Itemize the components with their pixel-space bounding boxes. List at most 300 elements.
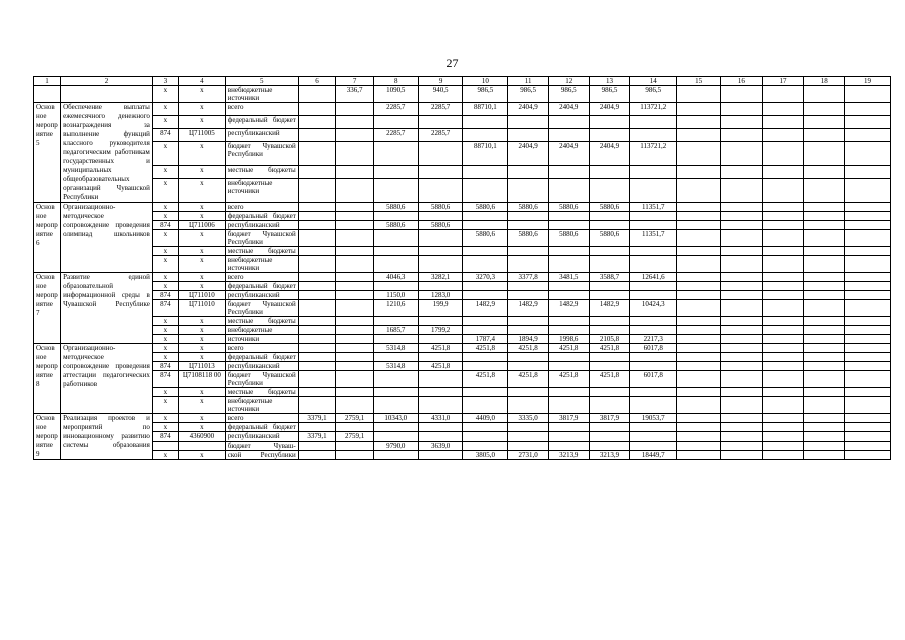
value-cell: 1799,2 — [418, 326, 463, 335]
measure-name: Реализация проектов и мероприятий по инновационному развитию системы образования — [61, 414, 153, 460]
value-cell — [677, 141, 721, 165]
value-cell — [336, 221, 374, 230]
code-cell: x — [178, 230, 225, 247]
table-row — [34, 103, 891, 116]
value-cell — [630, 256, 677, 273]
code-cell: x — [178, 256, 225, 273]
value-cell — [762, 203, 804, 212]
value-cell — [720, 291, 762, 300]
value-cell — [373, 450, 418, 459]
table-row — [34, 178, 891, 202]
table-row — [34, 441, 891, 450]
value-cell: 3282,1 — [418, 273, 463, 282]
value-cell — [720, 141, 762, 165]
value-cell — [418, 115, 463, 128]
value-cell: 2404,9 — [589, 141, 630, 165]
value-cell — [298, 212, 336, 221]
value-cell: 3481,5 — [548, 273, 589, 282]
value-cell — [463, 178, 508, 202]
value-cell: 4046,3 — [373, 273, 418, 282]
value-cell — [373, 371, 418, 388]
funding-source-cell: федеральный бюджет — [225, 115, 298, 128]
value-cell — [548, 221, 589, 230]
value-cell — [677, 247, 721, 256]
code-cell: x — [152, 353, 178, 362]
value-cell — [845, 362, 891, 371]
code-cell: x — [152, 115, 178, 128]
value-cell — [677, 282, 721, 291]
code-cell: x — [152, 326, 178, 335]
value-cell — [720, 371, 762, 388]
measure-name: Организационно-методическое сопровождение проведения олимпиад школьников — [61, 203, 153, 273]
value-cell — [845, 388, 891, 397]
value-cell: 2285,7 — [373, 128, 418, 141]
value-cell — [373, 432, 418, 441]
value-cell — [762, 178, 804, 202]
table-row — [34, 230, 891, 247]
value-cell: 2217,3 — [630, 335, 677, 344]
value-cell — [804, 273, 845, 282]
table-row — [34, 423, 891, 432]
value-cell: 3817,9 — [548, 414, 589, 423]
code-cell: x — [178, 344, 225, 353]
funding-source-cell: бюджет Чувашской Республики — [225, 141, 298, 165]
column-number: 5 — [225, 77, 298, 86]
value-cell — [336, 273, 374, 282]
value-cell: 11351,7 — [630, 203, 677, 212]
value-cell — [298, 273, 336, 282]
value-cell — [845, 371, 891, 388]
value-cell — [845, 141, 891, 165]
value-cell — [548, 128, 589, 141]
value-cell — [677, 86, 721, 103]
table-row — [34, 165, 891, 178]
value-cell — [677, 450, 721, 459]
value-cell — [418, 353, 463, 362]
value-cell — [762, 423, 804, 432]
empty-cell — [61, 86, 153, 103]
value-cell — [720, 441, 762, 450]
value-cell — [720, 165, 762, 178]
value-cell — [508, 432, 549, 441]
value-cell — [336, 317, 374, 326]
code-cell: 874 — [152, 291, 178, 300]
column-number: 9 — [418, 77, 463, 86]
column-number-row — [34, 77, 891, 86]
code-cell: x — [152, 388, 178, 397]
funding-source-cell: внебюджетные — [225, 326, 298, 335]
value-cell — [630, 291, 677, 300]
value-cell — [418, 317, 463, 326]
value-cell — [845, 282, 891, 291]
value-cell — [630, 326, 677, 335]
table-row — [34, 326, 891, 335]
value-cell — [336, 247, 374, 256]
value-cell — [845, 300, 891, 317]
value-cell — [762, 441, 804, 450]
column-number: 16 — [720, 77, 762, 86]
value-cell: 5880,6 — [589, 203, 630, 212]
code-cell: x — [152, 273, 178, 282]
table-row — [34, 141, 891, 165]
value-cell — [804, 335, 845, 344]
value-cell — [298, 178, 336, 202]
code-cell: x — [178, 273, 225, 282]
value-cell — [762, 432, 804, 441]
value-cell — [508, 128, 549, 141]
value-cell — [804, 291, 845, 300]
code-cell — [152, 441, 178, 450]
value-cell — [418, 282, 463, 291]
value-cell — [589, 388, 630, 397]
value-cell: 5880,6 — [508, 230, 549, 247]
value-cell — [845, 203, 891, 212]
funding-source-cell: внебюджетные источники — [225, 178, 298, 202]
value-cell — [762, 247, 804, 256]
column-number: 11 — [508, 77, 549, 86]
value-cell — [630, 353, 677, 362]
value-cell — [762, 141, 804, 165]
value-cell — [298, 300, 336, 317]
value-cell — [845, 256, 891, 273]
value-cell — [677, 317, 721, 326]
value-cell — [548, 317, 589, 326]
value-cell: 1482,9 — [463, 300, 508, 317]
code-cell: Ц711010 — [178, 291, 225, 300]
value-cell — [720, 414, 762, 423]
value-cell — [677, 291, 721, 300]
value-cell — [463, 221, 508, 230]
value-cell — [845, 397, 891, 414]
value-cell: 1787,4 — [463, 335, 508, 344]
code-cell — [178, 441, 225, 450]
value-cell — [373, 212, 418, 221]
value-cell — [677, 353, 721, 362]
value-cell — [508, 317, 549, 326]
value-cell: 2404,9 — [508, 103, 549, 116]
value-cell — [804, 450, 845, 459]
value-cell — [677, 423, 721, 432]
value-cell — [508, 282, 549, 291]
value-cell — [720, 247, 762, 256]
table-row — [34, 317, 891, 326]
value-cell — [548, 165, 589, 178]
value-cell: 940,5 — [418, 86, 463, 103]
value-cell — [762, 450, 804, 459]
value-cell — [720, 212, 762, 221]
table-row — [34, 115, 891, 128]
value-cell — [373, 423, 418, 432]
value-cell: 2285,7 — [373, 103, 418, 116]
value-cell — [298, 450, 336, 459]
value-cell — [762, 256, 804, 273]
code-cell: x — [152, 282, 178, 291]
value-cell — [373, 317, 418, 326]
code-cell: x — [152, 230, 178, 247]
value-cell — [298, 165, 336, 178]
value-cell: 12641,6 — [630, 273, 677, 282]
funding-source-cell: внебюджетные источники — [225, 86, 298, 103]
value-cell — [298, 291, 336, 300]
value-cell: 3335,0 — [508, 414, 549, 423]
value-cell — [677, 371, 721, 388]
measure-label: Основное мероприятие 5 — [34, 103, 61, 203]
value-cell — [463, 432, 508, 441]
code-cell: 874 — [152, 362, 178, 371]
value-cell — [720, 178, 762, 202]
value-cell — [508, 165, 549, 178]
funding-source-cell: всего — [225, 103, 298, 116]
value-cell — [630, 247, 677, 256]
value-cell — [804, 432, 845, 441]
value-cell: 1482,9 — [548, 300, 589, 317]
code-cell: Ц711005 — [178, 128, 225, 141]
value-cell — [630, 317, 677, 326]
value-cell — [589, 212, 630, 221]
value-cell — [508, 388, 549, 397]
value-cell — [804, 141, 845, 165]
value-cell — [508, 291, 549, 300]
value-cell: 18449,7 — [630, 450, 677, 459]
value-cell — [298, 326, 336, 335]
value-cell — [418, 165, 463, 178]
code-cell: Ц7108118 00 — [178, 371, 225, 388]
value-cell — [630, 115, 677, 128]
value-cell — [298, 344, 336, 353]
value-cell — [508, 362, 549, 371]
value-cell: 19053,7 — [630, 414, 677, 423]
funding-source-cell: местные бюджеты — [225, 247, 298, 256]
code-cell: Ц711010 — [178, 300, 225, 317]
value-cell — [508, 423, 549, 432]
value-cell: 336,7 — [336, 86, 374, 103]
value-cell — [845, 335, 891, 344]
value-cell — [677, 115, 721, 128]
value-cell — [589, 128, 630, 141]
value-cell: 5880,6 — [589, 230, 630, 247]
code-cell: x — [152, 165, 178, 178]
value-cell — [630, 362, 677, 371]
column-number: 2 — [61, 77, 153, 86]
value-cell — [720, 221, 762, 230]
value-cell: 5880,6 — [548, 203, 589, 212]
value-cell — [677, 388, 721, 397]
value-cell — [548, 178, 589, 202]
value-cell — [804, 128, 845, 141]
value-cell — [630, 212, 677, 221]
value-cell — [463, 362, 508, 371]
value-cell — [373, 165, 418, 178]
value-cell — [373, 247, 418, 256]
value-cell — [804, 103, 845, 116]
value-cell — [418, 141, 463, 165]
value-cell: 4251,8 — [548, 344, 589, 353]
value-cell — [548, 397, 589, 414]
value-cell — [336, 178, 374, 202]
table-row — [34, 86, 891, 103]
value-cell — [336, 326, 374, 335]
value-cell: 88710,1 — [463, 141, 508, 165]
funding-source-cell: федеральный бюджет — [225, 212, 298, 221]
value-cell — [804, 300, 845, 317]
value-cell — [298, 423, 336, 432]
value-cell — [508, 326, 549, 335]
value-cell — [373, 388, 418, 397]
value-cell — [336, 282, 374, 291]
value-cell — [720, 203, 762, 212]
value-cell: 4251,8 — [589, 371, 630, 388]
value-cell — [720, 300, 762, 317]
code-cell: x — [152, 423, 178, 432]
value-cell — [762, 414, 804, 423]
code-cell: x — [152, 247, 178, 256]
value-cell — [373, 353, 418, 362]
code-cell: x — [152, 141, 178, 165]
value-cell — [589, 397, 630, 414]
code-cell: x — [178, 165, 225, 178]
table-row — [34, 282, 891, 291]
column-number: 19 — [845, 77, 891, 86]
value-cell — [630, 178, 677, 202]
value-cell: 113721,2 — [630, 103, 677, 116]
funding-source-cell: всего — [225, 344, 298, 353]
value-cell — [845, 317, 891, 326]
column-number: 3 — [152, 77, 178, 86]
value-cell — [589, 178, 630, 202]
code-cell: 874 — [152, 221, 178, 230]
value-cell — [298, 141, 336, 165]
value-cell: 2759,1 — [336, 414, 374, 423]
value-cell — [336, 441, 374, 450]
value-cell — [298, 371, 336, 388]
value-cell — [845, 353, 891, 362]
value-cell — [463, 212, 508, 221]
value-cell — [373, 282, 418, 291]
value-cell — [508, 397, 549, 414]
column-number: 15 — [677, 77, 721, 86]
value-cell: 9790,0 — [373, 441, 418, 450]
value-cell: 3213,9 — [548, 450, 589, 459]
value-cell — [298, 388, 336, 397]
value-cell — [677, 397, 721, 414]
value-cell: 1090,5 — [373, 86, 418, 103]
value-cell — [804, 256, 845, 273]
value-cell — [762, 230, 804, 247]
value-cell — [720, 353, 762, 362]
value-cell: 5880,6 — [463, 203, 508, 212]
value-cell — [463, 353, 508, 362]
table-row — [34, 300, 891, 317]
value-cell — [298, 103, 336, 116]
value-cell — [548, 212, 589, 221]
value-cell — [589, 291, 630, 300]
code-cell: x — [178, 335, 225, 344]
value-cell — [804, 344, 845, 353]
code-cell: x — [178, 423, 225, 432]
value-cell — [336, 388, 374, 397]
value-cell: 1283,0 — [418, 291, 463, 300]
funding-source-cell: бюджет Чувашской Республики — [225, 300, 298, 317]
value-cell: 3379,1 — [298, 432, 336, 441]
value-cell — [677, 300, 721, 317]
value-cell — [762, 388, 804, 397]
value-cell — [762, 397, 804, 414]
code-cell: x — [152, 335, 178, 344]
code-cell: x — [152, 203, 178, 212]
value-cell — [804, 423, 845, 432]
value-cell — [589, 221, 630, 230]
value-cell — [720, 230, 762, 247]
value-cell — [548, 423, 589, 432]
value-cell — [845, 441, 891, 450]
column-number: 7 — [336, 77, 374, 86]
value-cell — [336, 450, 374, 459]
value-cell: 986,5 — [463, 86, 508, 103]
value-cell — [762, 326, 804, 335]
value-cell — [677, 221, 721, 230]
code-cell: x — [178, 282, 225, 291]
value-cell — [548, 362, 589, 371]
value-cell: 4251,8 — [463, 371, 508, 388]
value-cell — [720, 450, 762, 459]
funding-source-cell: ской Республики — [225, 450, 298, 459]
value-cell — [677, 335, 721, 344]
table-row — [34, 335, 891, 344]
value-cell — [677, 256, 721, 273]
value-cell: 5880,6 — [418, 221, 463, 230]
value-cell — [845, 128, 891, 141]
value-cell — [508, 178, 549, 202]
funding-source-cell: всего — [225, 203, 298, 212]
value-cell — [720, 282, 762, 291]
value-cell — [508, 441, 549, 450]
value-cell — [298, 86, 336, 103]
value-cell — [336, 397, 374, 414]
value-cell — [298, 230, 336, 247]
column-number: 4 — [178, 77, 225, 86]
code-cell: x — [152, 344, 178, 353]
code-cell: x — [152, 212, 178, 221]
value-cell — [720, 362, 762, 371]
value-cell — [298, 335, 336, 344]
value-cell — [508, 212, 549, 221]
value-cell: 1685,7 — [373, 326, 418, 335]
value-cell — [336, 362, 374, 371]
value-cell — [804, 388, 845, 397]
value-cell — [677, 273, 721, 282]
value-cell — [463, 388, 508, 397]
funding-source-cell: бюджет Чувашской Республики — [225, 230, 298, 247]
code-cell: x — [178, 103, 225, 116]
value-cell — [845, 450, 891, 459]
code-cell: x — [152, 256, 178, 273]
value-cell — [845, 423, 891, 432]
value-cell — [804, 230, 845, 247]
value-cell — [418, 371, 463, 388]
value-cell: 986,5 — [548, 86, 589, 103]
value-cell — [508, 115, 549, 128]
value-cell — [298, 203, 336, 212]
value-cell — [804, 221, 845, 230]
value-cell: 1482,9 — [589, 300, 630, 317]
value-cell — [845, 221, 891, 230]
value-cell — [336, 103, 374, 116]
value-cell — [298, 441, 336, 450]
value-cell: 2404,9 — [589, 103, 630, 116]
code-cell: x — [178, 141, 225, 165]
code-cell: x — [178, 414, 225, 423]
value-cell — [589, 362, 630, 371]
